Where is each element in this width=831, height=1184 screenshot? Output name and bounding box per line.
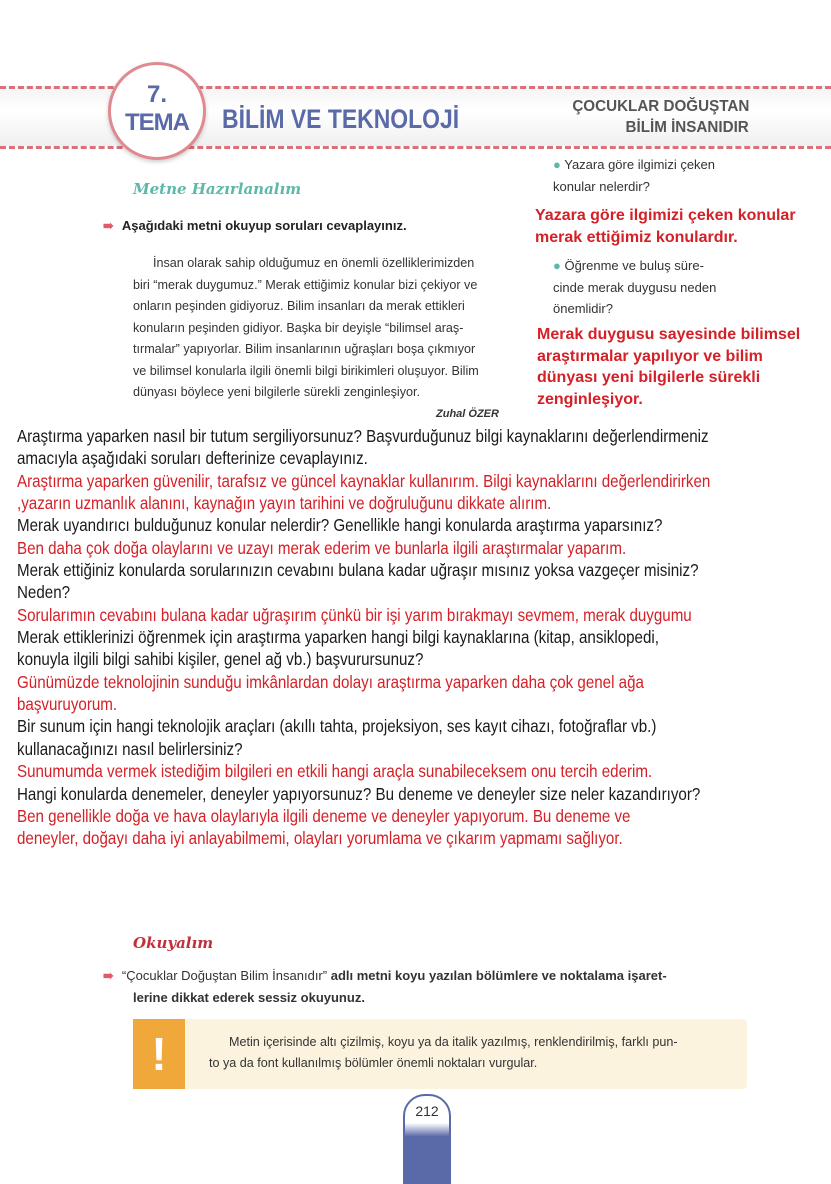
passage-line: ve bilimsel konularla ilgili önemli bilgi birikimleri oluşuyor. Bilim	[133, 363, 479, 378]
answer-line: ,yazarın uzmanlık alanını, kaynağın yayın tarihini ve doğruluğunu dikkate alırım.	[17, 493, 552, 514]
theme-title: BİLİM VE TEKNOLOJİ	[222, 104, 460, 134]
note-line: Metin içerisinde altı çizilmiş, koyu ya da italik yazılmış, renklendirilmiş, farklı pun-	[229, 1035, 678, 1049]
answer-line: Sorularımın cevabını bulana kadar uğraşırım çünkü bir işi yarım bırakmayı sevmem, merak duygumu	[17, 604, 692, 625]
side-answer-2	[537, 324, 800, 410]
answer-line: Sunumumda vermek istediğim bilgileri en etkili hangi araçla sunabileceksem onu tercih ederim.	[17, 761, 653, 782]
exclamation-icon: !	[133, 1019, 185, 1089]
arrow-icon: ➠	[103, 218, 114, 233]
answer-line: Araştırma yaparken güvenilir, tarafsız ve güncel kaynaklar kullanırım. Bilgi kaynaklarını değerlendirirken	[17, 470, 711, 491]
question-line: önemlidir?	[553, 301, 613, 316]
question-line: Öğrenme ve buluş süre-	[564, 258, 704, 273]
instruction-text: Aşağıdaki metni okuyup soruları cevaplayınız.	[121, 218, 407, 233]
side-question-1: ● Yazara göre ilgimizi çeken konular nelerdir?	[553, 154, 715, 197]
question-line: kullanacağınızı nasıl belirlersiniz?	[17, 738, 243, 759]
question-line: Bir sunum için hangi teknolojik araçları (akıllı tahta, projeksiyon, ses kayıt cihazı, fotoğraflar vb.)	[17, 716, 657, 737]
instruction-title: “Çocuklar Doğuştan Bilim İnsanıdır”	[121, 968, 328, 983]
answer-line: araştırmalar yapılıyor ve bilim	[537, 347, 763, 365]
question-line: amacıyla aşağıdaki soruları defterinize cevaplayınız.	[17, 448, 368, 469]
side-question-2: ● Öğrenme ve buluş süre- cinde merak duygusu neden önemlidir?	[553, 255, 716, 320]
prep-passage	[133, 253, 528, 404]
question-line: Neden?	[17, 582, 71, 603]
answer-line: Ben daha çok doğa olaylarını ve uzayı merak ederim ve bunlarla ilgili araştırmalar yaparım.	[17, 537, 627, 558]
passage-line: onların peşinden gidiyoruz. Bilim insanları da merak ettikleri	[133, 299, 465, 313]
prep-instruction	[103, 215, 407, 237]
theme-badge	[108, 62, 206, 160]
question-line: Merak ettiklerinizi öğrenmek için araştırma yaparken hangi bilgi kaynaklarına (kitap, ansiklopedi,	[17, 627, 659, 648]
question-line: Merak uyandırıcı bulduğunuz konular nelerdir? Genellikle hangi konularda araştırma yaparsınız?	[17, 515, 663, 536]
section-heading-prep: Metne Hazırlanalım	[133, 180, 302, 198]
read-instruction	[103, 965, 667, 1009]
theme-number: 7.	[146, 81, 167, 108]
passage-line: İnsan olarak sahip olduğumuz en önemli özelliklerimizden	[153, 256, 475, 270]
text-title-line2: BİLİM İNSANIDIR	[625, 119, 749, 136]
info-note	[133, 1019, 747, 1089]
answer-line: Yazara göre ilgimizi çeken konular	[535, 207, 796, 224]
question-line: Merak ettiğiniz konularda sorularınızın cevabını bulana kadar uğraşır mısınız yoksa vazgeçer misiniz?	[17, 560, 699, 581]
answer-line: dünyası yeni bilgilerle sürekli	[537, 369, 761, 386]
question-line: Araştırma yaparken nasıl bir tutum sergiliyorsunuz? Başvurduğunuz bilgi kaynaklarını değerlendirmeniz	[17, 426, 709, 446]
theme-label: TEMA	[125, 109, 189, 136]
instruction-text: lerine dikkat ederek sessiz okuyunuz.	[133, 990, 365, 1005]
page-number: 212	[415, 1103, 439, 1119]
answer-line: başvuruyorum.	[17, 694, 118, 715]
passage-line: biri “merak duygumuz.” Merak ettiğimiz konular bizi çekiyor ve	[133, 277, 478, 292]
question-line: Yazara göre ilgimizi çeken	[564, 157, 716, 172]
page-number-tab	[403, 1094, 451, 1184]
answer-line: deneyler, doğayı daha iyi anlayabilmemi, olayları yorumlama ve çıkarım yapmamı sağlıyor.	[17, 828, 623, 849]
instruction-text: adlı metni koyu yazılan bölümlere ve noktalama işaret-	[327, 968, 667, 983]
answer-line: Merak duygusu sayesinde bilimsel	[537, 326, 801, 343]
note-line: to ya da font kullanılmış bölümler önemli noktaları vurgular.	[209, 1056, 538, 1070]
answer-line: zenginleşiyor.	[537, 390, 643, 408]
question-line: Hangi konularda denemeler, deneyler yapıyorsunuz? Bu deneme ve deneyler size neler kazandırıyor?	[17, 783, 701, 804]
question-line: konular nelerdir?	[553, 178, 650, 194]
question-line: konuyla ilgili bilgi sahibi kişiler, genel ağ vb.) başvurursunuz?	[17, 649, 424, 670]
answer-line: merak ettiğimiz konulardır.	[535, 228, 738, 246]
question-line: cinde merak duygusu neden	[553, 279, 717, 295]
text-title-line1: ÇOCUKLAR DOĞUŞTAN	[571, 98, 749, 115]
passage-line: konuların peşinden gidiyor. Başka bir deyişle “bilimsel araş-	[133, 320, 464, 335]
questions-and-answers	[17, 425, 831, 850]
side-answer-1	[535, 205, 796, 248]
passage-line: dünyası böylece yeni bilgilerle sürekli zenginleşiyor.	[133, 385, 421, 399]
arrow-icon: ➠	[103, 968, 114, 983]
author: Zuhal ÖZER	[436, 408, 499, 420]
answer-line: Günümüzde teknolojinin sunduğu imkânlardan dolayı araştırma yaparken daha çok genel ağa	[17, 671, 644, 692]
passage-line: tırmalar” yapıyorlar. Bilim insanlarının uğraşları boşa çıkmıyor	[133, 342, 476, 356]
section-heading-read: Okuyalım	[133, 934, 214, 952]
answer-line: Ben genellikle doğa ve hava olaylarıyla ilgili deneme ve deneyler yapıyorum. Bu deneme ve	[17, 805, 631, 826]
